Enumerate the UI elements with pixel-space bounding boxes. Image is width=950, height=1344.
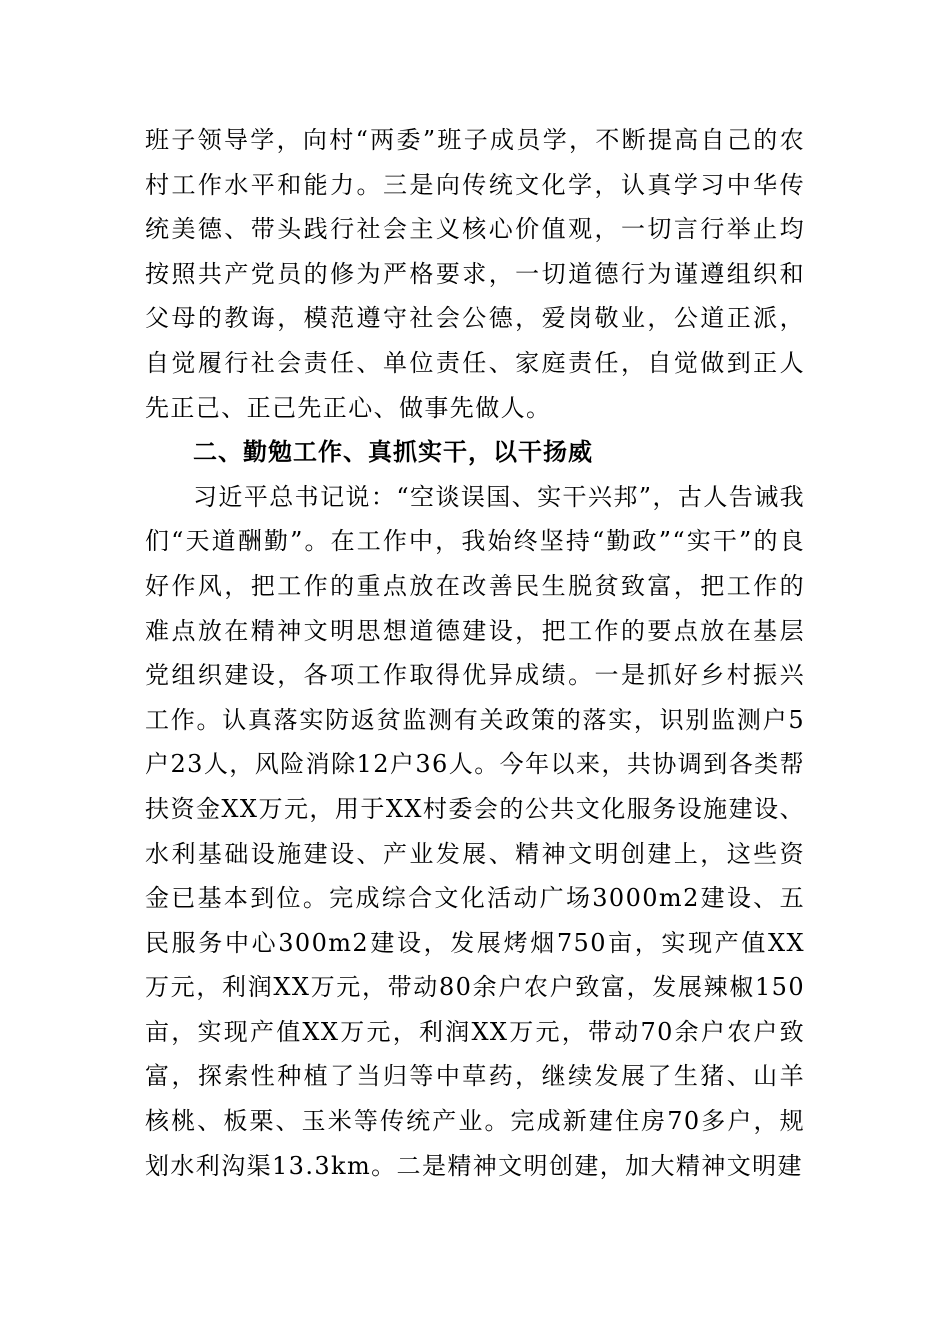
paragraph-continuation: 班子领导学，向村“两委”班子成员学，不断提高自己的农村工作水平和能力。三是向传统文化学，认真学习中华传统美德、带头践行社会主义核心价值观，一切言行举止均按照共产党员的修为严格要求，一切道德行为谨遵组织和父母的教诲，模范遵守社会公德，爱岗敬业，公道正派，自觉履行社会责任、单位责任、家庭责任，自觉做到正人先正己、正己先正心、做事先做人。 [145,126,805,422]
section-heading: 二、勤勉工作、真抓实干，以干扬威 [193,438,593,467]
document-body [145,118,805,1188]
paragraph-section-two: 习近平总书记说：“空谈误国、实干兴邦”，古人告诫我们“天道酬勤”。在工作中，我始终坚持“勤政”“实干”的良好作风，把工作的重点放在改善民生脱贫致富，把工作的难点放在精神文明思想道德建设，把工作的要点放在基层党组织建设，各项工作取得优异成绩。一是抓好乡村振兴工作。认真落实防返贫监测有关政策的落实，识别监测户5户23人，风险消除12户36人。今年以来，共协调到各类帮扶资金XX万元，用于XX村委会的公共文化服务设施建设、水利基础设施建设、产业发展、精神文明创建上，这些资金已基本到位。完成综合文化活动广场3000m2建设、五民服务中心300m2建设，发展烤烟750亩，实现产值XX万元，利润XX万元，带动80余户农户致富，发展辣椒150亩，实现产值XX万元，利润XX万元，带动70余户农户致富，探索性种植了当归等中草药，继续发展了生猪、山羊核桃、板栗、玉米等传统产业。完成新建住房70多户，规划水利沟渠13.3km。二是精神文明创建，加大精神文明建 [145,482,805,1180]
